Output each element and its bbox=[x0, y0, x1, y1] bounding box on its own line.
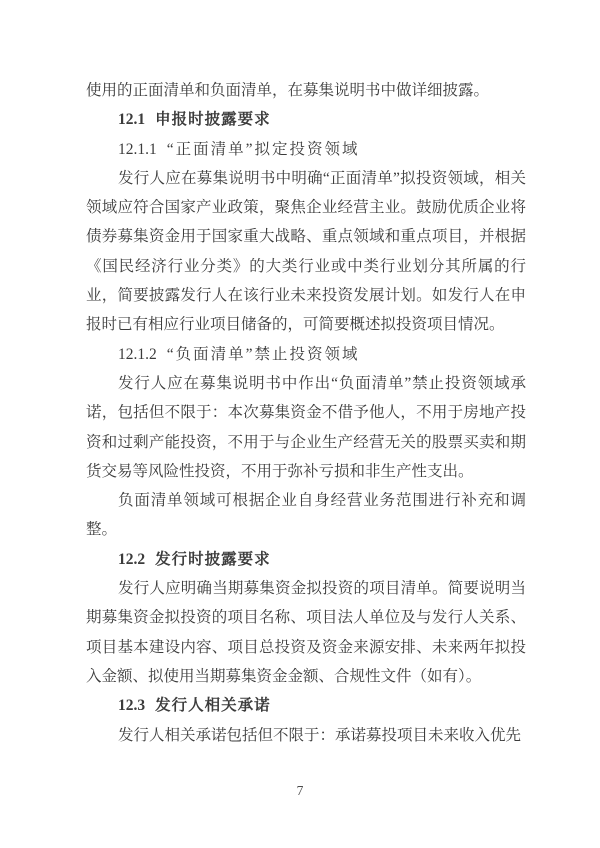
section-heading bbox=[86, 105, 526, 134]
heading-title: 发行时披露要求 bbox=[155, 550, 271, 568]
section-heading bbox=[86, 340, 526, 369]
paragraph: 发行人相关承诺包括但不限于：承诺募投项目未来收入优先 bbox=[118, 726, 522, 744]
heading-number: 12.1.1 bbox=[118, 140, 157, 158]
heading-number: 12.2 bbox=[118, 550, 146, 568]
heading-title: 发行人相关承诺 bbox=[155, 697, 271, 715]
document-content bbox=[86, 76, 526, 750]
heading-title: 申报时披露要求 bbox=[155, 111, 271, 129]
heading-title: “正面清单”拟定投资领域 bbox=[166, 140, 360, 158]
heading-number: 12.3 bbox=[118, 697, 146, 715]
section-heading bbox=[86, 135, 526, 164]
paragraph: 使用的正面清单和负面清单，在募集说明书中做详细披露。 bbox=[86, 82, 490, 99]
page-number: 7 bbox=[296, 783, 304, 798]
paragraph: 发行人应在募集说明书中明确“正面清单”拟投资领域，相关领域应符合国家产业政策，聚焦企业经营主业。鼓励优质企业将债券募集资金用于国家重大战略、重点领域和重点项目，并根据《国民经济行业分类》的大类行业或中类行业划分其所属的行业，简要披露发行人在该行业未来投资发展计划。如发行人在申报时已有相应行业项目储备的，可简要概述拟投资项目情况。 bbox=[86, 169, 526, 334]
paragraph: 发行人应在募集说明书中作出“负面清单”禁止投资领域承诺，包括但不限于：本次募集资金不借予他人，不用于房地产投资和过剩产能投资，不用于与企业生产经营无关的股票买卖和期货交易等风险性投资，不用于弥补亏损和非生产性支出。 bbox=[86, 374, 526, 480]
heading-number: 12.1.2 bbox=[118, 345, 157, 363]
section-heading bbox=[86, 545, 526, 574]
heading-number: 12.1 bbox=[118, 111, 146, 129]
section-heading bbox=[86, 691, 526, 720]
paragraph: 负面清单领域可根据企业自身经营业务范围进行补充和调整。 bbox=[86, 492, 526, 539]
paragraph: 发行人应明确当期募集资金拟投资的项目清单。简要说明当期募集资金拟投资的项目名称、项目法人单位及与发行人关系、项目基本建设内容、项目总投资及资金来源安排、未来两年拟投入金额、拟使用当期募集资金金额、合规性文件（如有）。 bbox=[86, 580, 526, 685]
heading-title: “负面清单”禁止投资领域 bbox=[166, 345, 360, 363]
